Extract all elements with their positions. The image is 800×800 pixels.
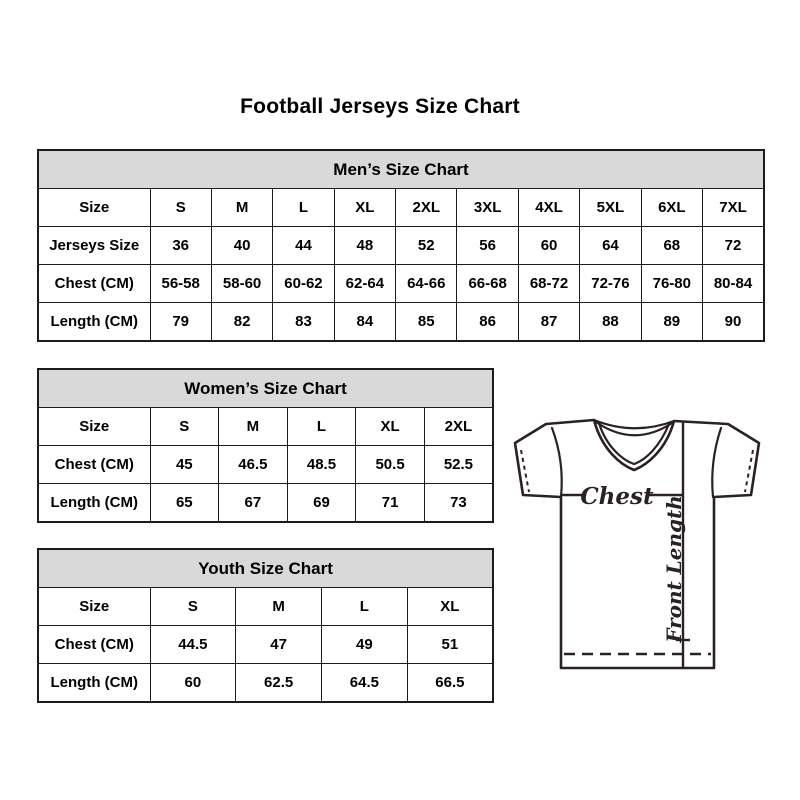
table-row bbox=[38, 664, 493, 703]
table-cell: 51 bbox=[407, 626, 493, 664]
jersey-outline bbox=[515, 420, 759, 668]
table-cell: 73 bbox=[424, 484, 493, 523]
table-cell: M bbox=[236, 588, 322, 626]
table-cell: 87 bbox=[518, 303, 579, 342]
table-cell: 64-66 bbox=[396, 265, 457, 303]
table-cell: 64.5 bbox=[322, 664, 408, 703]
table-cell: 82 bbox=[211, 303, 272, 342]
table-cell: 49 bbox=[322, 626, 408, 664]
table-cell: 56 bbox=[457, 227, 518, 265]
table-cell: XL bbox=[356, 408, 425, 446]
table-cell: 45 bbox=[150, 446, 219, 484]
table-cell: 62-64 bbox=[334, 265, 395, 303]
table-cell: 7XL bbox=[703, 189, 764, 227]
table-cell: 60-62 bbox=[273, 265, 334, 303]
table-cell: 58-60 bbox=[211, 265, 272, 303]
mens-size-table bbox=[37, 149, 765, 342]
table-cell: 4XL bbox=[518, 189, 579, 227]
youth-size-table bbox=[37, 548, 494, 703]
row-label: Length (CM) bbox=[38, 303, 150, 342]
table-row bbox=[38, 265, 764, 303]
table-row bbox=[38, 227, 764, 265]
table-cell: 79 bbox=[150, 303, 211, 342]
table-cell: 69 bbox=[287, 484, 356, 523]
jersey-measurement-diagram bbox=[502, 408, 782, 698]
table-cell: 44.5 bbox=[150, 626, 236, 664]
row-label: Length (CM) bbox=[38, 484, 150, 523]
table-cell: 72-76 bbox=[580, 265, 641, 303]
front-length-label: Front Length bbox=[662, 495, 686, 643]
women-table-title: Women’s Size Chart bbox=[38, 369, 493, 408]
table-row bbox=[38, 484, 493, 523]
table-cell: 90 bbox=[703, 303, 764, 342]
table-cell: 3XL bbox=[457, 189, 518, 227]
chest-label: Chest bbox=[580, 483, 654, 510]
table-cell: 89 bbox=[641, 303, 702, 342]
table-cell: 67 bbox=[219, 484, 288, 523]
table-cell: 2XL bbox=[396, 189, 457, 227]
table-cell: 5XL bbox=[580, 189, 641, 227]
table-cell: 72 bbox=[703, 227, 764, 265]
row-label: Length (CM) bbox=[38, 664, 150, 703]
table-cell: 86 bbox=[457, 303, 518, 342]
table-cell: 56-58 bbox=[150, 265, 211, 303]
row-label: Chest (CM) bbox=[38, 626, 150, 664]
table-cell: 6XL bbox=[641, 189, 702, 227]
table-cell: 36 bbox=[150, 227, 211, 265]
table-cell: 50.5 bbox=[356, 446, 425, 484]
table-cell: 48.5 bbox=[287, 446, 356, 484]
table-row bbox=[38, 588, 493, 626]
table-cell: 66.5 bbox=[407, 664, 493, 703]
table-cell: 80-84 bbox=[703, 265, 764, 303]
table-row bbox=[38, 446, 493, 484]
table-row bbox=[38, 303, 764, 342]
table-cell: 62.5 bbox=[236, 664, 322, 703]
table-cell: L bbox=[322, 588, 408, 626]
row-label: Chest (CM) bbox=[38, 446, 150, 484]
row-label: Size bbox=[38, 408, 150, 446]
table-cell: 52 bbox=[396, 227, 457, 265]
table-cell: 60 bbox=[150, 664, 236, 703]
table-cell: L bbox=[273, 189, 334, 227]
row-label: Jerseys Size bbox=[38, 227, 150, 265]
youth-table-title: Youth Size Chart bbox=[38, 549, 493, 588]
row-label: Size bbox=[38, 588, 150, 626]
table-cell: 40 bbox=[211, 227, 272, 265]
table-cell: XL bbox=[407, 588, 493, 626]
table-cell: S bbox=[150, 189, 211, 227]
womens-size-table bbox=[37, 368, 494, 523]
table-cell: 68 bbox=[641, 227, 702, 265]
table-cell: M bbox=[211, 189, 272, 227]
table-cell: 66-68 bbox=[457, 265, 518, 303]
table-row bbox=[38, 626, 493, 664]
table-cell: 65 bbox=[150, 484, 219, 523]
table-cell: S bbox=[150, 588, 236, 626]
table-cell: 84 bbox=[334, 303, 395, 342]
table-cell: S bbox=[150, 408, 219, 446]
table-cell: 47 bbox=[236, 626, 322, 664]
table-cell: 46.5 bbox=[219, 446, 288, 484]
row-label: Size bbox=[38, 189, 150, 227]
table-cell: 64 bbox=[580, 227, 641, 265]
table-cell: 83 bbox=[273, 303, 334, 342]
table-row bbox=[38, 408, 493, 446]
table-cell: 88 bbox=[580, 303, 641, 342]
table-cell: M bbox=[219, 408, 288, 446]
table-cell: 68-72 bbox=[518, 265, 579, 303]
table-cell: 2XL bbox=[424, 408, 493, 446]
table-cell: 52.5 bbox=[424, 446, 493, 484]
row-label: Chest (CM) bbox=[38, 265, 150, 303]
men-table-title: Men’s Size Chart bbox=[38, 150, 764, 189]
table-cell: 85 bbox=[396, 303, 457, 342]
table-cell: XL bbox=[334, 189, 395, 227]
table-cell: 48 bbox=[334, 227, 395, 265]
page-title: Football Jerseys Size Chart bbox=[240, 95, 520, 118]
table-cell: 76-80 bbox=[641, 265, 702, 303]
table-cell: 71 bbox=[356, 484, 425, 523]
table-row bbox=[38, 189, 764, 227]
table-cell: L bbox=[287, 408, 356, 446]
table-cell: 60 bbox=[518, 227, 579, 265]
table-cell: 44 bbox=[273, 227, 334, 265]
